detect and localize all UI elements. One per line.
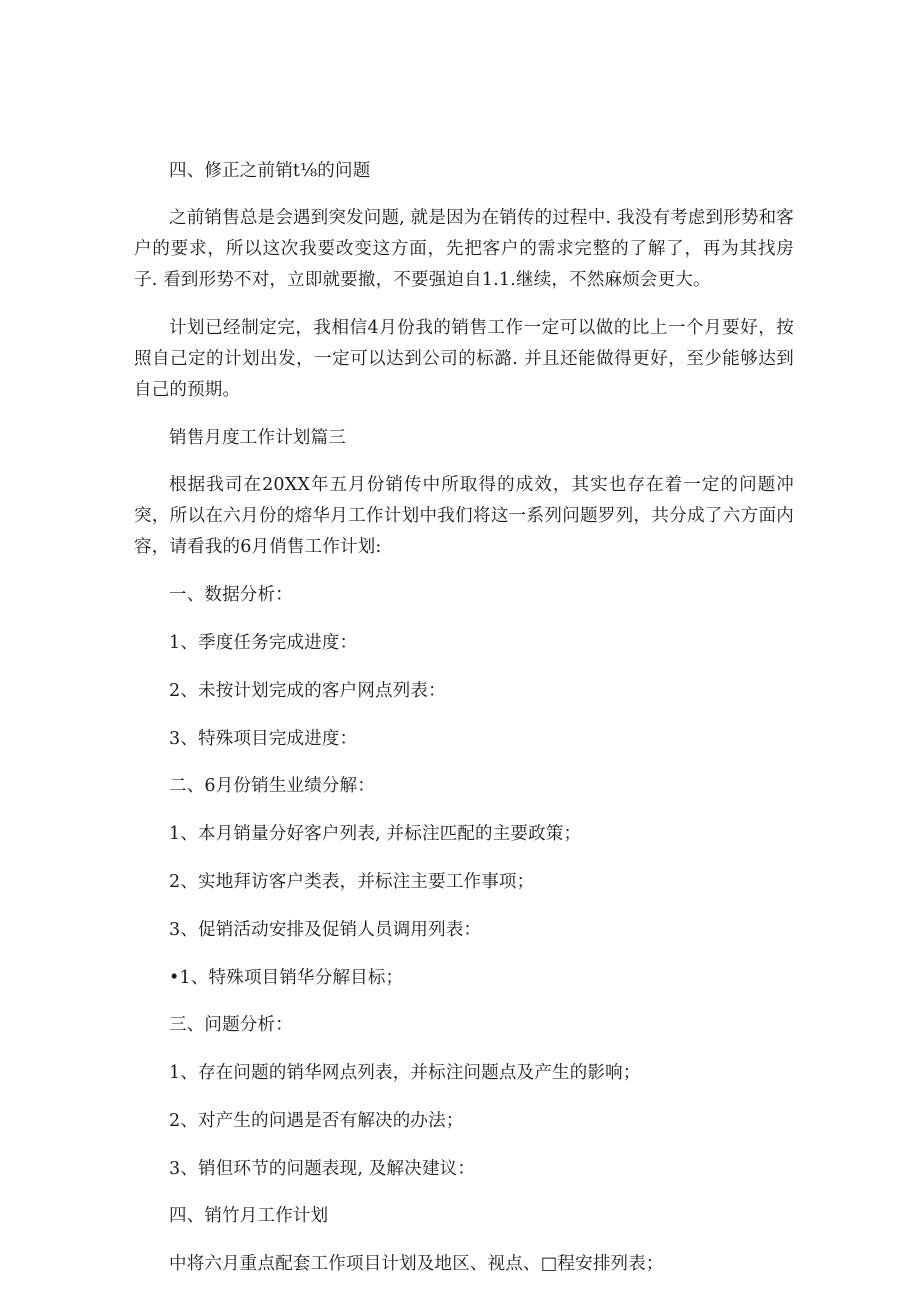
section-heading-work-plan: 四、销竹月工作计划	[169, 1206, 329, 1226]
section-heading-fix-issues: 四、修正之前销t⅛的问题	[169, 161, 371, 181]
list-item: 1、存在问题的销华网点列表，并标注问题点及产生的影响；	[169, 1063, 641, 1083]
list-item: 3、特殊项目完成进度：	[169, 729, 358, 749]
section-title-part-three: 销售月度工作计划篇三	[169, 428, 346, 448]
list-item: 2、未按计划完成的客户网点列表：	[169, 681, 446, 701]
list-item: 1、季度任务完成进度：	[169, 633, 358, 653]
list-item: 1、本月销量分好客户列表, 并标注匹配的主要政策；	[169, 824, 582, 844]
list-item: 3、促销活动安排及促销人员调用列表：	[169, 920, 482, 940]
list-item: 中将六月重点配套工作项目计划及地区、视点、□程安排列表；	[169, 1254, 664, 1274]
body-paragraph: 计划已经制定完，我相信4月份我的销售工作一定可以做的比上一个月要好，按照自己定的计划出发，一定可以达到公司的标潞. 并且还能做得更好，至少能够达到自己的预期。	[134, 318, 794, 400]
body-paragraph: 根据我司在20XX年五月份销传中所取得的成效，其实也存在着一定的问题冲突，所以在六月份的熔华月工作计划中我们将这一系列问题罗列，共分成了六方面内容，请看我的6月俏售工作计划:	[134, 475, 794, 557]
list-item: 3、销但环节的问题表现, 及解决建议：	[169, 1159, 476, 1179]
list-item: •1、特殊项目销华分解目标；	[169, 968, 404, 988]
list-item: 2、对产生的问遇是否有解决的办法；	[169, 1111, 464, 1131]
section-heading-data-analysis: 一、数据分析：	[169, 585, 293, 605]
section-heading-problem-analysis: 三、问题分析：	[169, 1015, 293, 1035]
list-item: 2、实地拜访客户类表，并标注主要工作事项；	[169, 872, 535, 892]
body-paragraph: 之前销售总是会遇到突发问题, 就是因为在销传的过程中. 我没有考虑到形势和客户的要求，所以这次我要改变这方面，先把客户的需求完整的了解了，再为其找房子. 看到形势不对，立即就要撤，不要强迫自1.1.继续，不然麻烦会更大。	[134, 208, 794, 290]
section-heading-performance: 二、6月份销生业绩分解：	[169, 776, 376, 796]
document-body	[134, 156, 794, 1280]
